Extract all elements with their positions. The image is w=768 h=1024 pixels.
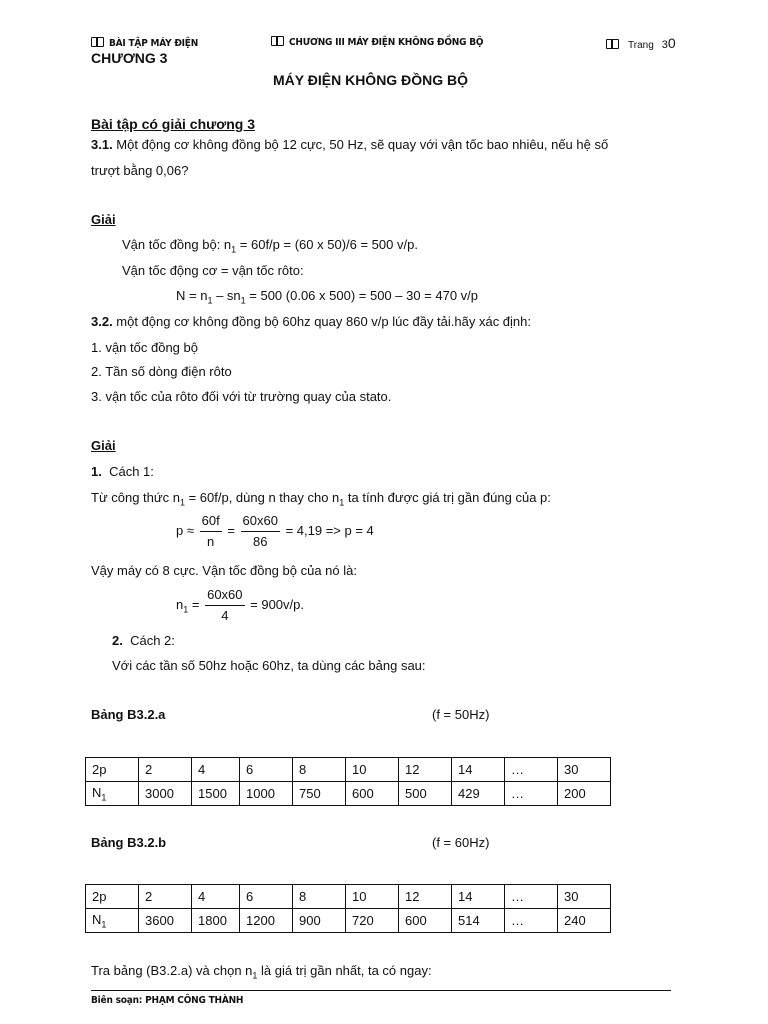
method-2-text: Với các tần số 50hz hoặc 60hz, ta dùng các bảng sau:	[112, 658, 426, 673]
method-1-text: Từ công thức $n_1 = 60f/p$, dùng n thay cho $n_1$ ta tính được giá trị gần đúng của p:	[91, 490, 551, 508]
table-row: $N_1$ 3600 1800 1200 900 720 600 514 … 240	[86, 909, 611, 933]
method-2-heading: 2. Cách 2:	[112, 633, 175, 648]
footer-rule	[91, 990, 671, 991]
problem-3-2-line1	[91, 314, 531, 329]
list-item: 2. Tần số dòng điện rôto	[91, 364, 232, 379]
table-row: 2p 2 4 6 8 10 12 14 … 30	[86, 758, 611, 782]
table-b	[85, 884, 611, 933]
list-item: 3. vận tốc của rôto đối với từ trường quay của stato.	[91, 389, 392, 404]
table-row: 2p 2 4 6 8 10 12 14 … 30	[86, 885, 611, 909]
table-a-label: Bảng B3.2.a	[91, 707, 166, 722]
book-icon	[271, 36, 284, 46]
table-b-frequency: (f = 60Hz)	[432, 835, 490, 850]
header-center	[271, 36, 483, 48]
equation-p: p ≈ $\frac{60f}{n}$ = $\frac{60x60}{86}$ = 4,19 => p = 4	[176, 513, 374, 549]
header-center-text: CHƯƠNG III MÁY ĐIỆN KHÔNG ĐỒNG BỘ	[289, 37, 484, 48]
solution-line: $N = n_1 - sn_1 = 500$ (0.06 x 500) = 500 – 30 = 470 v/p	[176, 288, 479, 306]
page-number-b: 0	[667, 35, 676, 51]
table-a-frequency: (f = 50Hz)	[432, 707, 490, 722]
problem-number: 3.1.	[91, 137, 113, 152]
problem-3-1-line2: trượt bằng 0,06?	[91, 163, 189, 178]
table-a	[85, 757, 611, 806]
equation-n1: $n_1$ = $\frac{60x60}{4}$ = 900v/p.	[176, 587, 304, 623]
problem-text: Một động cơ không đồng bộ 12 cực, 50 Hz, sẽ quay với vận tốc bao nhiêu, nếu hệ số	[112, 137, 609, 152]
method-1-conclusion: Vậy máy có 8 cực. Vận tốc đồng bộ của nó là:	[91, 563, 357, 578]
problem-3-1-line1	[91, 137, 608, 152]
page-title: MÁY ĐIỆN KHÔNG ĐỒNG BỘ	[273, 72, 468, 88]
final-sentence: Tra bảng (B3.2.a) và chọn $n_1$ là giá trị gần nhất, ta có ngay:	[91, 963, 432, 981]
solution-heading: Giải	[91, 212, 116, 227]
table-row: $N_1$ 3000 1500 1000 750 600 500 429 … 200	[86, 782, 611, 806]
book-icon	[91, 37, 104, 47]
header-left-text: BÀI TẬP MÁY ĐIỆN	[109, 38, 199, 49]
problem-text: một động cơ không đồng bộ 60hz quay 860 v/p lúc đầy tải.hãy xác định:	[112, 314, 531, 329]
page-label: Trang	[628, 40, 654, 51]
section-heading: Bài tập có giải chương 3	[91, 116, 256, 132]
solution-line: Vận tốc đồng bộ: $n_1 = 60f/p = (60$ x 50)/6 = 500 v/p.	[122, 237, 418, 255]
fraction: $\frac{60x60}{86}$	[242, 513, 278, 549]
book-icon	[606, 39, 619, 49]
footer-author: Biên soạn: PHẠM CÔNG THÀNH	[91, 995, 244, 1006]
table-b-label: Bảng B3.2.b	[91, 835, 167, 850]
problem-number: 3.2.	[91, 314, 113, 329]
method-1-heading: 1. Cách 1:	[91, 464, 154, 479]
header-right	[606, 35, 676, 51]
solution-heading: Giải	[91, 438, 116, 453]
list-item: 1. vận tốc đồng bộ	[91, 340, 198, 355]
chapter-label: CHƯƠNG 3	[91, 50, 168, 66]
fraction: $\frac{60x60}{4}$	[207, 587, 243, 623]
solution-line: Vận tốc động cơ = vận tốc rôto:	[122, 263, 304, 278]
page-number-a: 3	[661, 39, 668, 51]
fraction: $\frac{60f}{n}$	[201, 513, 220, 549]
header-left	[91, 37, 198, 49]
